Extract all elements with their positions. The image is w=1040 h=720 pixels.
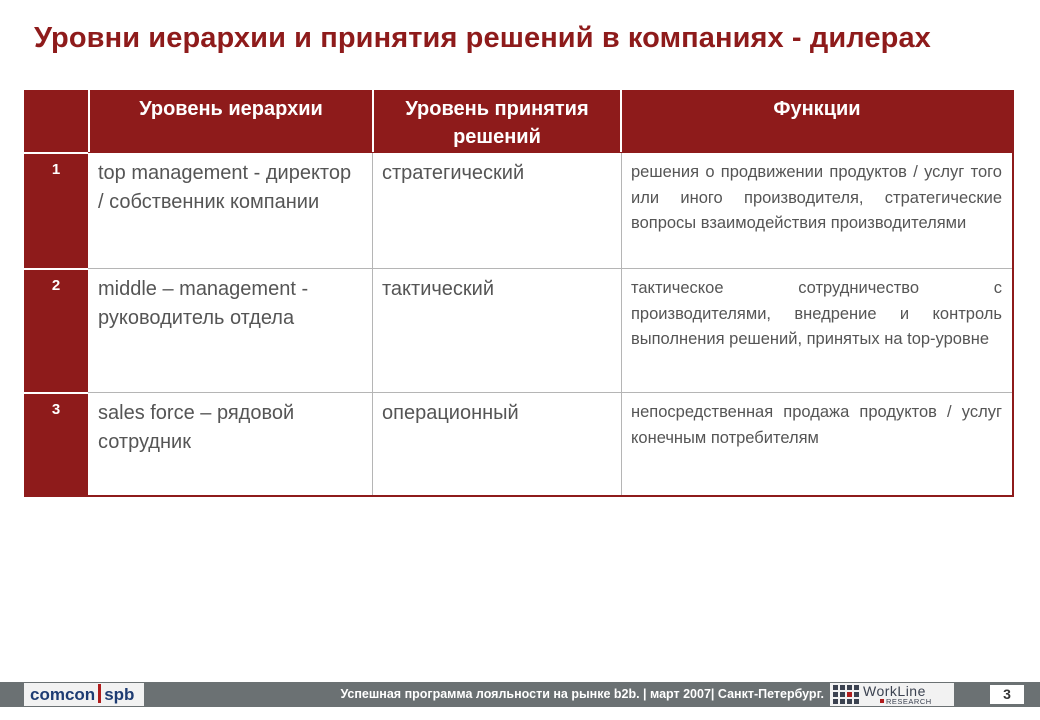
row-number-divider <box>24 392 88 394</box>
hierarchy-table <box>24 90 1014 497</box>
row-number-2: 2 <box>51 277 61 294</box>
table-cell-decision: операционный <box>382 402 519 424</box>
header-divider <box>88 90 90 152</box>
row-number-divider <box>24 268 88 270</box>
logo-divider <box>98 684 101 703</box>
workline-logo <box>830 683 954 706</box>
header-functions: Функции <box>773 98 861 120</box>
workline-dot <box>880 699 884 703</box>
table-cell-functions: решения о продвижении продуктов / услуг того или иного производителя, стратегические вопросы взаимодействия производителями <box>631 163 1002 232</box>
table-cell-level: top management - директор / собственник компании <box>98 162 352 213</box>
table-cell-level: sales force – рядовой сотрудник <box>98 402 295 453</box>
comcon-logo <box>24 683 144 706</box>
header-decision-level: Уровень принятия решений <box>405 98 589 148</box>
header-divider <box>372 90 374 152</box>
table-cell-functions: непосредственная продажа продуктов / услуг конечным потребителям <box>631 403 1002 447</box>
footer-text: Успешная программа лояльности на рынке b2b. | март 2007| Санкт-Петербург. <box>340 687 824 701</box>
row-number-1: 1 <box>51 161 61 178</box>
workline-sub: RESEARCH <box>886 697 932 706</box>
row-number-3: 3 <box>51 401 61 418</box>
workline-grid-icon <box>833 685 859 705</box>
brand-right: spb <box>104 685 135 704</box>
row-number-divider <box>24 152 88 154</box>
slide-title: Уровни иерархии и принятия решений в компаниях - дилерах <box>34 22 931 54</box>
table-cell-functions: тактическое сотрудничество с производителями, внедрение и контроль выполнения решений, принятых на top-уровне <box>631 279 1002 348</box>
brand-left: comcon <box>30 685 96 704</box>
header-hierarchy-level: Уровень иерархии <box>139 98 323 120</box>
table-body <box>88 153 1012 495</box>
table-cell-level: middle – management - руководитель отдела <box>98 278 309 329</box>
table-cell-decision: тактический <box>382 278 495 300</box>
header-divider <box>620 90 622 152</box>
workline-name: WorkLine <box>863 683 926 699</box>
table-cell-decision: стратегический <box>382 162 525 184</box>
page-number: 3 <box>990 685 1024 704</box>
